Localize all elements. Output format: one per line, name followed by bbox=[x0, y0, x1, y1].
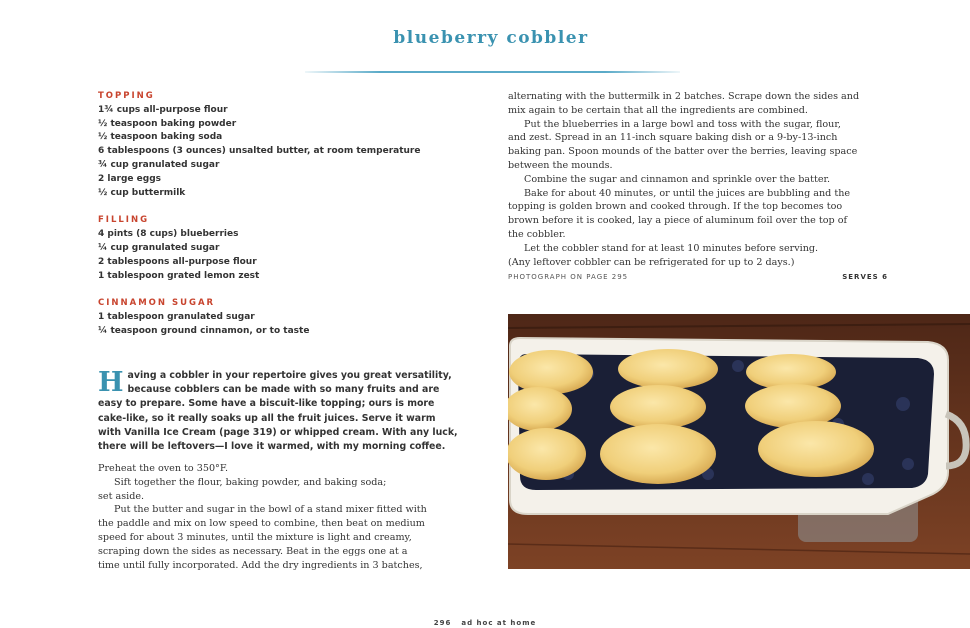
method-line: Put the butter and sugar in the bowl of a stand mixer fitted with bbox=[114, 504, 427, 516]
method-line: set aside. bbox=[98, 490, 145, 502]
page-number: 296 bbox=[433, 619, 452, 627]
method-line: Preheat the oven to 350°F. bbox=[98, 463, 229, 474]
headnote-line: easy to prepare. Some have a biscuit-like topping; ours is more bbox=[98, 398, 435, 410]
method-line: and zest. Spread in an 11-inch square baking dish or a 9-by-13-inch bbox=[508, 132, 838, 144]
cinnamon-sugar-list bbox=[98, 311, 468, 339]
headnote-line: there will be leftovers—I love it warmed, with my morning coffee. bbox=[98, 441, 446, 453]
ingredient-item: 2 large eggs bbox=[98, 173, 162, 184]
ingredient-item: 1 tablespoon grated lemon zest bbox=[98, 270, 260, 281]
method-line: (Any leftover cobbler can be refrigerated for up to 2 days.) bbox=[508, 256, 795, 268]
ingredient-item: 1¾ cups all-purpose flour bbox=[98, 104, 228, 115]
filling-heading: FILLING bbox=[98, 215, 150, 226]
ingredient-item: ¾ cup granulated sugar bbox=[98, 159, 220, 170]
method-line: between the mounds. bbox=[508, 159, 613, 171]
cobbler-photo bbox=[508, 314, 970, 569]
serves-label: SERVES 6 bbox=[842, 273, 888, 282]
headnote-line: because cobblers can be made with so many fruits and are bbox=[127, 384, 440, 396]
ingredient-item: ½ teaspoon baking powder bbox=[98, 118, 237, 129]
method-line: Sift together the flour, baking powder, and baking soda; bbox=[114, 476, 387, 488]
drop-cap: H bbox=[98, 367, 124, 398]
method-line: time until fully incorporated. Add the dry ingredients in 3 batches, bbox=[98, 559, 423, 571]
photo-reference: PHOTOGRAPH ON PAGE 295 bbox=[508, 273, 629, 282]
ingredient-item: 2 tablespoons all-purpose flour bbox=[98, 256, 257, 267]
cobbler-dish-illustration bbox=[508, 314, 970, 569]
method-line: Bake for about 40 minutes, or until the juices are bubbling and the bbox=[524, 187, 851, 199]
headnote bbox=[98, 369, 468, 454]
ingredients-column bbox=[98, 90, 468, 339]
headnote-line: with Vanilla Ice Cream (page 319) or whipped cream. With any luck, bbox=[98, 426, 458, 438]
method-line: Let the cobbler stand for at least 10 minutes before serving. bbox=[524, 242, 819, 254]
method-line: scraping down the sides as necessary. Beat in the eggs one at a bbox=[98, 545, 408, 557]
ingredient-item: ¼ cup granulated sugar bbox=[98, 242, 220, 253]
ingredient-item: ½ cup buttermilk bbox=[98, 187, 186, 198]
ingredient-item: ½ teaspoon baking soda bbox=[98, 132, 223, 143]
cinnamon-sugar-heading: CINNAMON SUGAR bbox=[98, 298, 216, 309]
method-left-column bbox=[98, 462, 468, 572]
ingredient-item: 4 pints (8 cups) blueberries bbox=[98, 229, 239, 240]
method-line: Combine the sugar and cinnamon and sprinkle over the batter. bbox=[524, 173, 831, 185]
method-line: the cobbler. bbox=[508, 228, 566, 240]
method-line: baking pan. Spoon mounds of the batter over the berries, leaving space bbox=[508, 146, 858, 158]
page-footer bbox=[0, 619, 970, 627]
method-line: mix again to be certain that all the ingredients are combined. bbox=[508, 104, 808, 116]
ingredient-item: 6 tablespoons (3 ounces) unsalted butter, at room temperature bbox=[98, 146, 421, 157]
headnote-line: aving a cobbler in your repertoire gives you great versatility, bbox=[127, 370, 452, 381]
method-line: speed for about 3 minutes, until the mixture is light and creamy, bbox=[98, 531, 412, 543]
recipe-title: blueberry cobbler bbox=[393, 28, 589, 48]
method-line: brown before it is cooked, lay a piece of aluminum foil over the top of bbox=[508, 215, 848, 227]
topping-list bbox=[98, 104, 468, 201]
method-line: Put the blueberries in a large bowl and toss with the sugar, flour, bbox=[524, 118, 841, 130]
method-right-column bbox=[508, 90, 888, 285]
book-title: ad hoc at home bbox=[461, 619, 537, 627]
title-rule bbox=[305, 71, 680, 73]
method-line: the paddle and mix on low speed to combine, then beat on medium bbox=[98, 518, 425, 530]
ingredient-item: ¼ teaspoon ground cinnamon, or to taste bbox=[98, 325, 310, 336]
headnote-line: cake-like, so it really soaks up all the fruit juices. Serve it warm bbox=[98, 412, 436, 424]
ingredient-item: 1 tablespoon granulated sugar bbox=[98, 312, 255, 323]
method-line: alternating with the buttermilk in 2 batches. Scrape down the sides and bbox=[508, 91, 860, 102]
method-line: topping is golden brown and cooked through. If the top becomes too bbox=[508, 201, 843, 213]
filling-list bbox=[98, 228, 468, 283]
topping-heading: TOPPING bbox=[98, 91, 155, 101]
